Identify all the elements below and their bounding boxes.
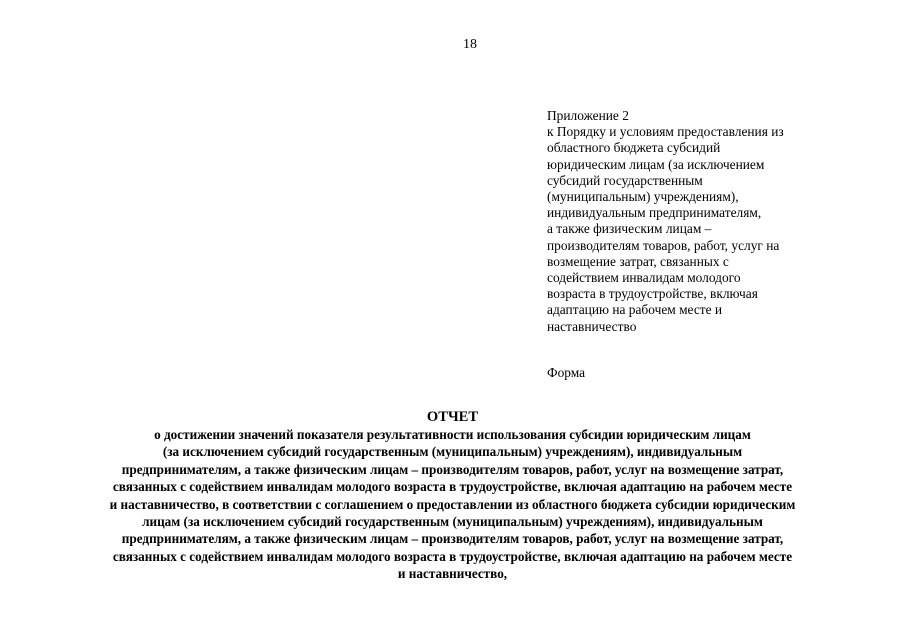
appendix-block (547, 108, 847, 335)
appendix-line: возмещение затрат, связанных с (547, 253, 729, 269)
appendix-line: Приложение 2 (547, 108, 629, 123)
appendix-line: содействием инвалидам молодого (547, 270, 741, 286)
report-line: (за исключением субсидий государственным (муниципальным) учреждениям), индивидуальным (162, 444, 743, 460)
report-line: связанных с содействием инвалидам молодого возраста в трудоустройстве, включая адаптацию на рабочем месте (112, 548, 793, 564)
appendix-line: наставничество (547, 318, 637, 334)
appendix-line: производителям товаров, работ, услуг на (547, 237, 780, 253)
page-number: 18 (463, 37, 477, 52)
appendix-line: (муниципальным) учреждениям), (547, 189, 739, 205)
report-line: предпринимателям, а также физическим лицам – производителям товаров, работ, услуг на возмещение затрат, (121, 531, 784, 547)
appendix-line: юридическим лицам (за исключением (547, 156, 765, 172)
appendix-line: возраста в трудоустройстве, включая (547, 286, 758, 302)
appendix-line: областного бюджета субсидий (547, 140, 721, 156)
report-line: связанных с содействием инвалидам молодого возраста в трудоустройстве, включая адаптацию на рабочем месте (112, 479, 793, 495)
report-line: предпринимателям, а также физическим лицам – производителям товаров, работ, услуг на возмещение затрат, (121, 461, 784, 477)
appendix-line: субсидий государственным (547, 172, 703, 188)
report-line: и наставничество, (397, 566, 508, 582)
report-line: о достижении значений показателя результативности использования субсидии юридическим лицам (154, 427, 751, 442)
appendix-line: а также физическим лицам – (547, 221, 712, 237)
report-line: лицам (за исключением субсидий государственным (муниципальным) учреждениям), индивидуальным (142, 514, 763, 530)
report-line: и наставничество, в соответствии с соглашением о предоставлении из областного бюджета субсидии юридическим (109, 496, 796, 512)
report-subtitle (40, 426, 865, 583)
appendix-line: к Порядку и условиям предоставления из (547, 124, 784, 140)
report-title: ОТЧЕТ (426, 409, 479, 425)
appendix-line: адаптацию на рабочем месте и (547, 302, 723, 318)
appendix-line: индивидуальным предпринимателям, (547, 205, 762, 221)
form-label: Форма (547, 365, 586, 380)
